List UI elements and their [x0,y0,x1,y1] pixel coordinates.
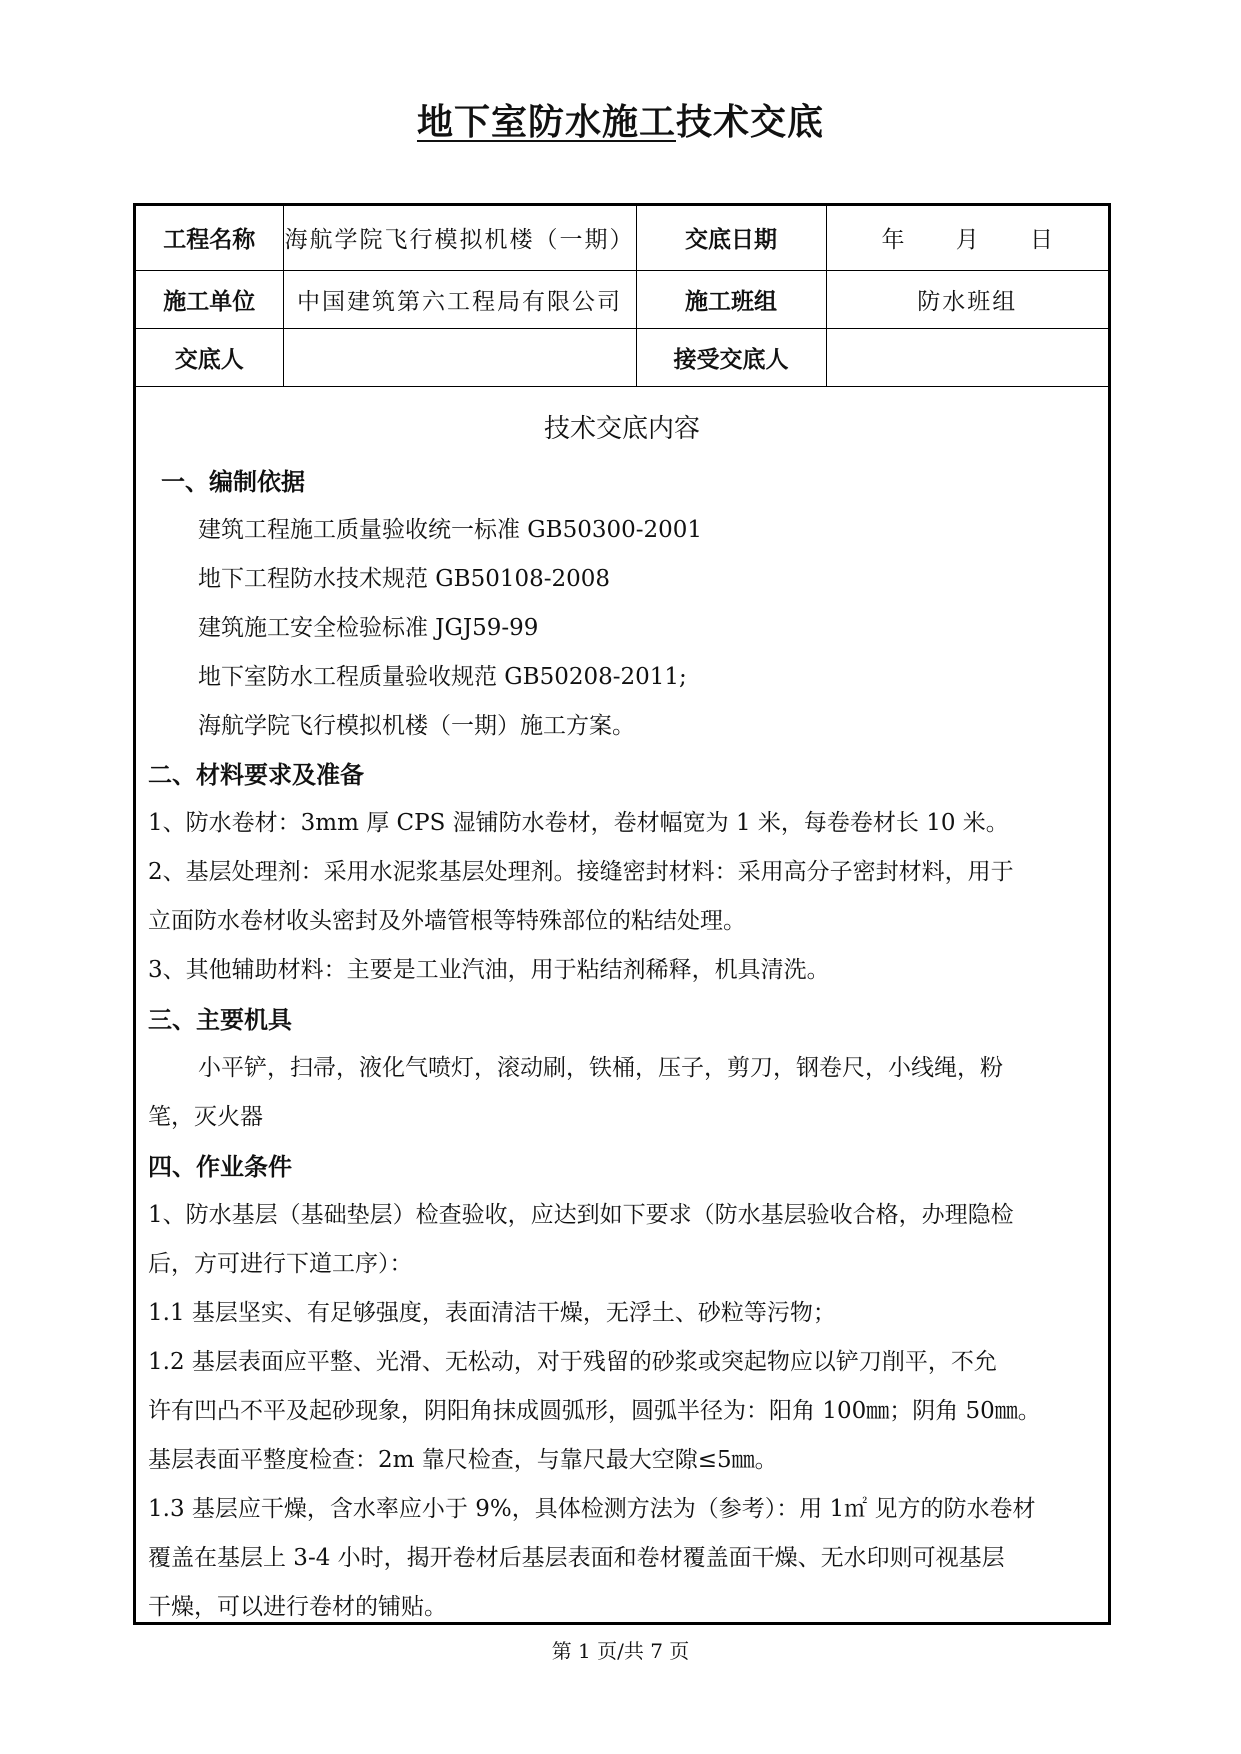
date-value: 年 月 日 [826,206,1108,270]
content-area [136,388,1108,1622]
presenter-value [283,328,636,386]
condition-line: 后，方可进行下道工序）： [148,1251,413,1277]
project-name-value: 海航学院飞行模拟机楼（一期） [283,206,636,270]
date-label: 交底日期 [636,206,826,270]
condition-line: 覆盖在基层上 3-4 小时，揭开卷材后基层表面和卷材覆盖面干燥、无水印则可视基层 [148,1545,1005,1571]
presenter-label: 交底人 [136,328,283,386]
section-2-title: 二、材料要求及准备 [148,761,364,789]
material-line: 2、基层处理剂：采用水泥浆基层处理剂。接缝密封材料：采用高分子密封材料，用于 [148,859,1014,885]
receiver-value [826,328,1108,386]
basis-item: 建筑工程施工质量验收统一标准 GB50300-2001 [198,517,703,543]
section-1-title: 一、编制依据 [161,468,305,496]
material-line: 立面防水卷材收头密封及外墙管根等特殊部位的粘结处理。 [148,908,746,934]
material-line: 1、防水卷材：3mm 厚 CPS 湿铺防水卷材，卷材幅宽为 1 米，每卷卷材长 10 米。 [148,810,1009,836]
condition-line: 干燥，可以进行卷材的铺贴。 [148,1594,447,1620]
meta-table [136,206,1108,387]
project-name-label: 工程名称 [136,206,283,270]
basis-item: 地下工程防水技术规范 GB50108-2008 [198,566,611,592]
tools-line: 笔，灭火器 [148,1104,263,1130]
condition-line: 许有凹凸不平及起砂现象，阴阳角抹成圆弧形，圆弧半径为：阳角 100㎜；阴角 50㎜。 [148,1398,1041,1424]
tools-line: 小平铲，扫帚，液化气喷灯，滚动刷，铁桶，压子，剪刀，钢卷尺，小线绳，粉 [198,1055,1003,1081]
condition-line: 1.2 基层表面应平整、光滑、无松动，对于残留的砂浆或突起物应以铲刀削平，不允 [148,1349,997,1375]
team-label: 施工班组 [636,270,826,328]
team-value: 防水班组 [826,270,1108,328]
condition-line: 1、防水基层（基础垫层）检查验收，应达到如下要求（防水基层验收合格，办理隐检 [148,1202,1014,1228]
basis-item: 海航学院飞行模拟机楼（一期）施工方案。 [198,713,635,739]
condition-line: 1.3 基层应干燥，含水率应小于 9%，具体检测方法为（参考）：用 1㎡ 见方的防水卷材 [148,1496,1036,1522]
section-3-title: 三、主要机具 [148,1006,292,1034]
receiver-label: 接受交底人 [636,328,826,386]
material-line: 3、其他辅助材料：主要是工业汽油，用于粘结剂稀释，机具清洗。 [148,957,830,983]
basis-item: 地下室防水工程质量验收规范 GB50208-2011; [198,664,687,690]
content-heading: 技术交底内容 [543,414,700,444]
contractor-label: 施工单位 [136,270,283,328]
contractor-value: 中国建筑第六工程局有限公司 [283,270,636,328]
title-underlined-part: 地下室防水施工 [416,102,676,143]
title-rest-part: 技术交底 [676,102,825,143]
condition-line: 1.1 基层坚实、有足够强度，表面清洁干燥，无浮土、砂粒等污物； [148,1300,836,1326]
page-number: 第 1 页/共 7 页 [551,1639,690,1663]
condition-line: 基层表面平整度检查：2m 靠尺检查，与靠尺最大空隙≤5㎜。 [148,1447,778,1473]
document-frame [133,203,1111,1625]
basis-item: 建筑施工安全检验标准 JGJ59-99 [198,615,539,641]
document-title [0,94,1241,145]
section-4-title: 四、作业条件 [148,1153,292,1181]
